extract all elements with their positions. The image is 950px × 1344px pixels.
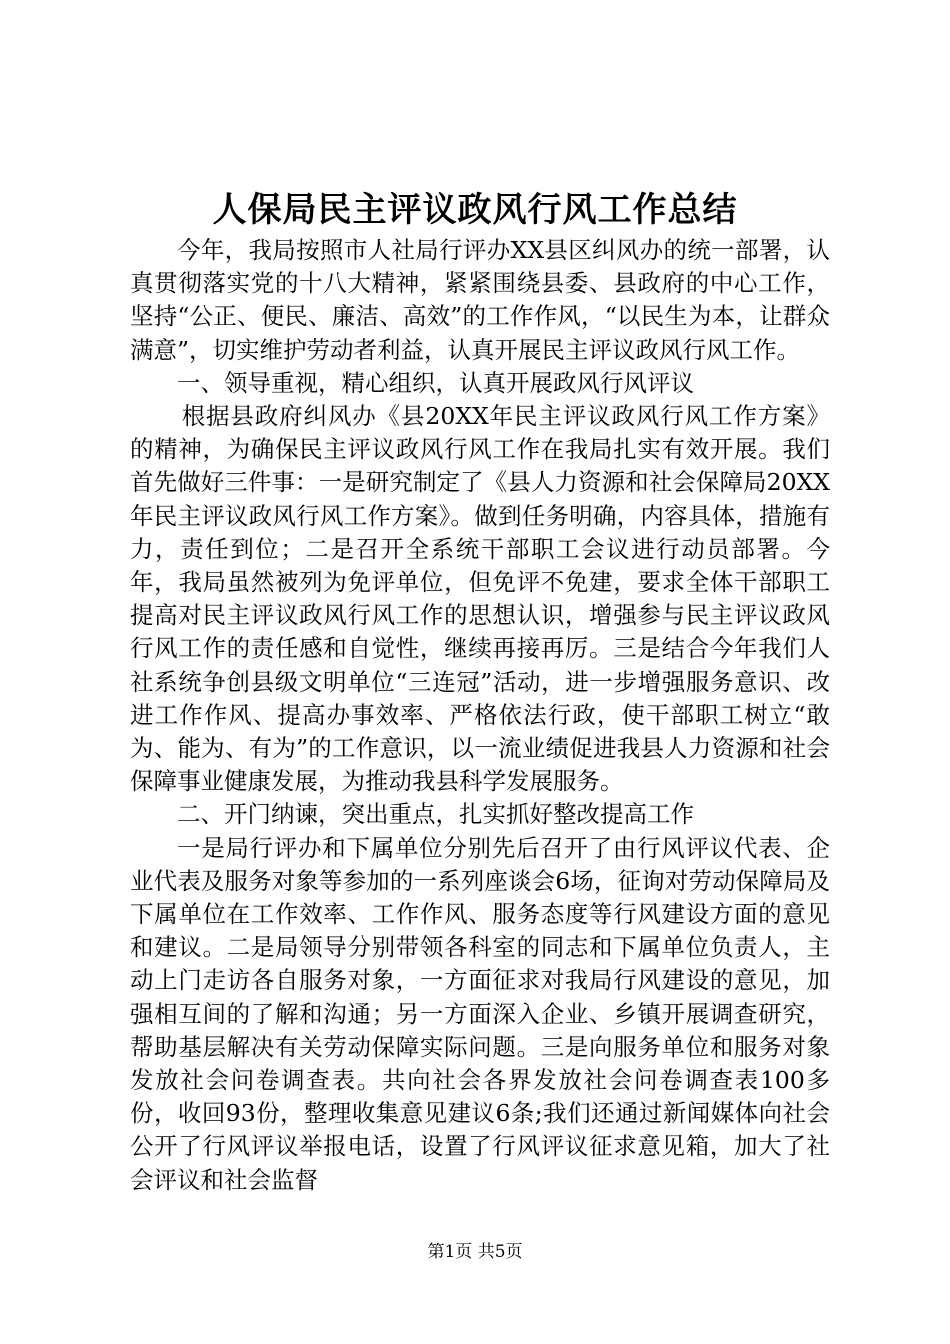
section-2-paragraph: 一是局行评办和下属单位分别先后召开了由行风评议代表、企业代表及服务对象等参加的一系列座谈会6场，征询对劳动保障局及下属单位在工作效率、工作作风、服务态度等行风建设方面的意见和建议。二是局领导分别带领各科室的同志和下属单位负责人，主动上门走访各自服务对象，一方面征求对我局行风建设的意见，加强相互间的了解和沟通；另一方面深入企业、乡镇开展调查研究，帮助基层解决有关劳动保障实际问题。三是向服务单位和服务对象发放社会问卷调查表。共向社会各界发放社会问卷调查表100多份，收回93份，整理收集意见建议6条;我们还通过新闻媒体向社会公开了行风评议举报电话，设置了行风评议征求意见箱，加大了社会评议和社会监督 [130, 833, 830, 1194]
page-footer: 第1页 共5页 [427, 1242, 523, 1262]
section-1-paragraph: 根据县政府纠风办《县20XX年民主评议政风行风工作方案》的精神，为确保民主评议政风行风工作在我局扎实有效开展。我们首先做好三件事：一是研究制定了《县人力资源和社会保障局20XX年民主评议政风行风工作方案》。做到任务明确，内容具体，措施有力，责任到位；二是召开全系统干部职工会议进行动员部署。今年，我局虽然被列为免评单位，但免评不免建，要求全体干部职工提高对民主评议政风行风工作的思想认识，增强参与民主评议政风行风工作的责任感和自觉性，继续再接再厉。三是结合今年我们人社系统争创县级文明单位“三连冠”活动，进一步增强服务意识、改进工作作风、提高办事效率、严格依法行政，使干部职工树立“敢为、能为、有为”的工作意识，以一流业绩促进我县人力资源和社会保障事业健康发展，为推动我县科学发展服务。 [130, 402, 830, 796]
document-body [130, 234, 830, 1197]
intro-paragraph: 今年，我局按照市人社局行评办XX县区纠风办的统一部署，认真贯彻落实党的十八大精神，紧紧围绕县委、县政府的中心工作，坚持“公正、便民、廉洁、高效”的工作作风，“以民生为本，让群众满意”，切实维护劳动者利益，认真开展民主评议政风行风工作。 [130, 236, 830, 364]
section-heading-2: 二、开门纳谏，突出重点，扎实抓好整改提高工作 [177, 800, 694, 829]
document-title: 人保局民主评议政风行风工作总结 [212, 190, 738, 230]
section-heading-1: 一、领导重视，精心组织，认真开展政风行风评议 [177, 368, 694, 397]
